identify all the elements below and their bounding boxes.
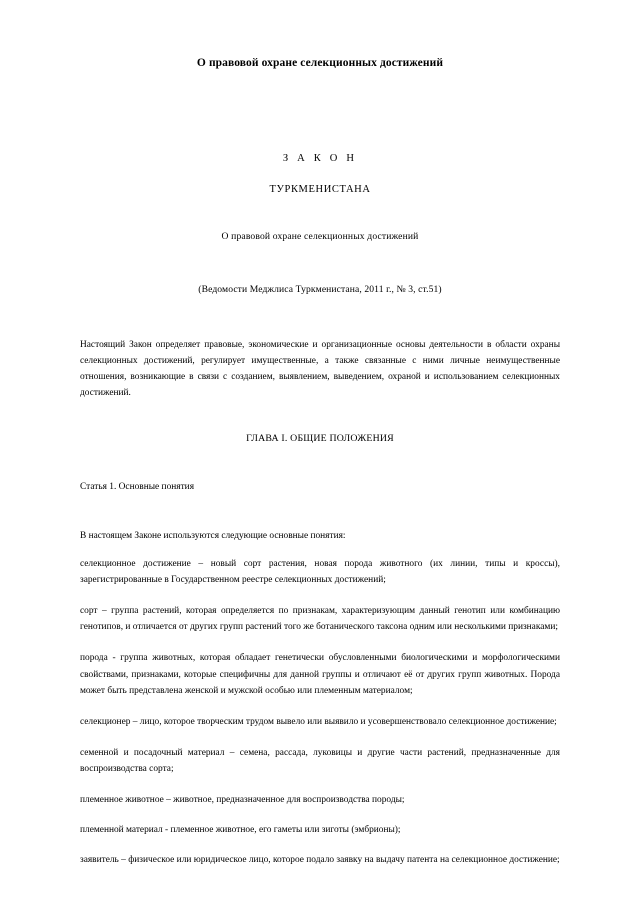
definition-sort: сорт – группа растений, которая определяется по признакам, характеризующим данный генотип или комбинацию генотипов, и отличается от других групп растений того же ботанического таксона одним или несколькими признаками; — [80, 606, 560, 633]
definition-semennoj-material: семенной и посадочный материал – семена, рассада, луковицы и другие части растений, предназначенные для воспроизводства сорта; — [80, 748, 560, 775]
article-heading: Статья 1. Основные понятия — [80, 481, 195, 492]
chapter-heading: ГЛАВА I. ОБЩИЕ ПОЛОЖЕНИЯ — [246, 432, 394, 444]
preamble-paragraph: Настоящий Закон определяет правовые, экономические и организационные основы деятельности в области охраны селекционных достижений, регулирует имущественные, а также связанные с ними личные неимущественные отношения, возникающие в связи с созданием, выявлением, выведением, охраной и использованием селекционных достижений. — [80, 339, 560, 399]
law-word: З А К О Н — [282, 152, 358, 164]
definition-plemennoe-zhivotnoe: племенное животное – животное, предназначенное для воспроизводства породы; — [80, 794, 405, 805]
definition-zayavitel: заявитель – физическое или юридическое лицо, которое подало заявку на выдачу патента на селекционное достижение; — [80, 855, 560, 866]
definition-selekcionnoe-dostizhenie: селекционное достижение – новый сорт растения, новая порода животного (их линии, типы и кроссы), зарегистрированные в Государственном реестре селекционных достижений; — [80, 558, 560, 585]
page-title: О правовой охране селекционных достижений — [196, 57, 444, 69]
document-subtitle: О правовой охране селекционных достижений — [221, 230, 419, 242]
definition-selekcioner: селекционер – лицо, которое творческим трудом вывело или выявило и усовершенствовало селекционное достижение; — [80, 717, 557, 728]
definition-poroda: порода - группа животных, которая обладает генетически обусловленными биологическими и морфологическими свойствами, признаками, которые специфичны для данной группы и отличают её от других групп животных. Порода может быть представлена женской и мужской особью или племенным материалом; — [80, 653, 560, 696]
country-name: ТУРКМЕНИСТАНА — [269, 183, 371, 195]
definition-plemennoj-material: племенной материал - племенное животное, его гаметы или зиготы (эмбрионы); — [80, 824, 401, 835]
definitions-lead-in: В настоящем Законе используются следующие основные понятия: — [80, 530, 346, 541]
gazette-reference: (Ведомости Меджлиса Туркменистана, 2011 г., № 3, ст.51) — [198, 283, 442, 295]
definitions-list — [80, 541, 560, 869]
